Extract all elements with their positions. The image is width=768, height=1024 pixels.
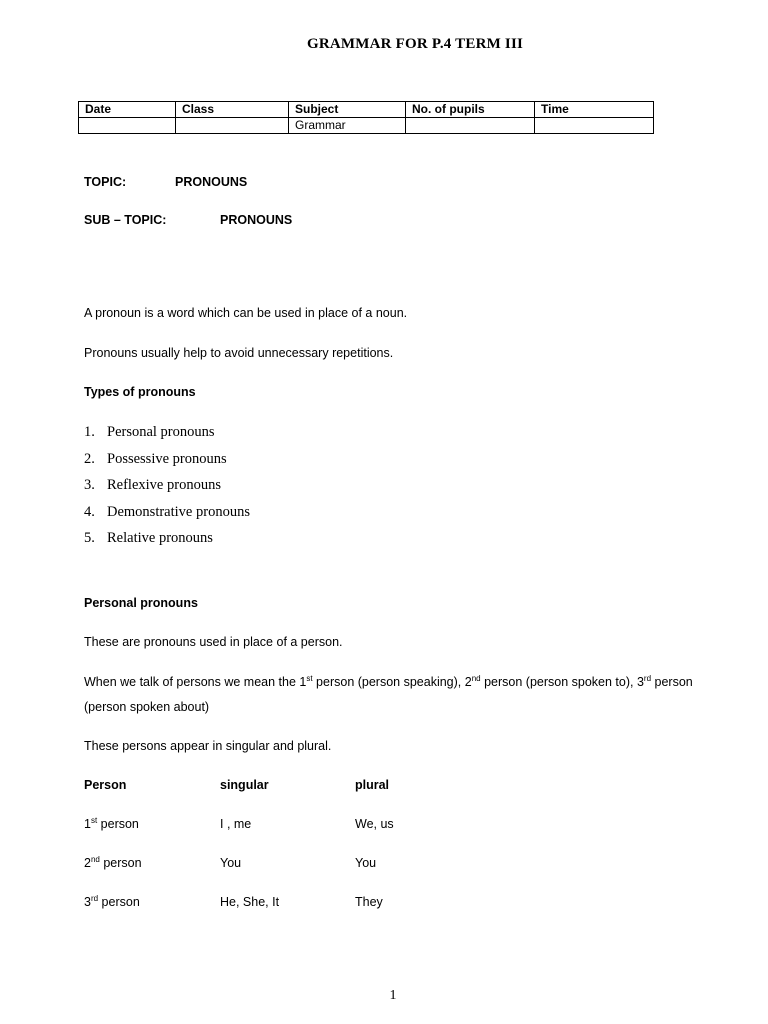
subtopic-label: SUB – TOPIC: bbox=[84, 213, 167, 227]
cell-class bbox=[176, 118, 289, 134]
person-cell: 1st person bbox=[84, 815, 139, 831]
personal-pronouns-definition: These are pronouns used in place of a person. bbox=[84, 635, 343, 649]
persons-explanation-cont: (person spoken about) bbox=[84, 700, 210, 714]
singular-col-header: singular bbox=[220, 778, 269, 792]
persons-explanation: When we talk of persons we mean the 1st person (person speaking), 2nd person (person spoken to), 3rd person bbox=[84, 673, 693, 689]
plural-col-header: plural bbox=[355, 778, 390, 792]
header-no-of-pupils: No. of pupils bbox=[406, 102, 535, 118]
page-title: GRAMMAR FOR P.4 TERM III bbox=[306, 36, 524, 52]
plural-cell: You bbox=[355, 856, 377, 870]
singular-cell: He, She, It bbox=[220, 895, 280, 909]
personal-pronouns-heading: Personal pronouns bbox=[84, 596, 198, 610]
table-row bbox=[79, 118, 654, 134]
singular-cell: You bbox=[220, 856, 242, 870]
plural-cell: They bbox=[355, 895, 383, 909]
header-class: Class bbox=[176, 102, 289, 118]
table-header-row bbox=[79, 102, 654, 118]
header-time: Time bbox=[535, 102, 654, 118]
cell-no-of-pupils bbox=[406, 118, 535, 134]
topic-value: PRONOUNS bbox=[175, 175, 248, 189]
list-item: 2. Possessive pronouns bbox=[84, 450, 227, 467]
singular-plural-text: These persons appear in singular and plural. bbox=[84, 739, 332, 753]
subtopic-value: PRONOUNS bbox=[220, 213, 293, 227]
cell-date bbox=[79, 118, 176, 134]
person-col-header: Person bbox=[84, 778, 127, 792]
person-cell: 2nd person bbox=[84, 854, 142, 870]
page-number: 1 bbox=[389, 988, 397, 1003]
cell-time bbox=[535, 118, 654, 134]
topic-label: TOPIC: bbox=[84, 175, 127, 189]
pronoun-purpose: Pronouns usually help to avoid unnecessary repetitions. bbox=[84, 346, 394, 360]
singular-cell: I , me bbox=[220, 817, 252, 831]
header-subject: Subject bbox=[289, 102, 406, 118]
list-item: 5. Relative pronouns bbox=[84, 530, 213, 547]
plural-cell: We, us bbox=[355, 817, 394, 831]
list-item: 3. Reflexive pronouns bbox=[84, 477, 221, 494]
header-date: Date bbox=[79, 102, 176, 118]
person-cell: 3rd person bbox=[84, 893, 140, 909]
pronoun-types-list bbox=[84, 421, 250, 554]
list-item: 1. Personal pronouns bbox=[84, 424, 215, 440]
cell-subject: Grammar bbox=[289, 118, 406, 134]
pronoun-definition: A pronoun is a word which can be used in place of a noun. bbox=[84, 306, 408, 320]
lesson-info-table bbox=[78, 101, 654, 134]
types-heading: Types of pronouns bbox=[84, 385, 196, 399]
list-item: 4. Demonstrative pronouns bbox=[84, 503, 250, 520]
